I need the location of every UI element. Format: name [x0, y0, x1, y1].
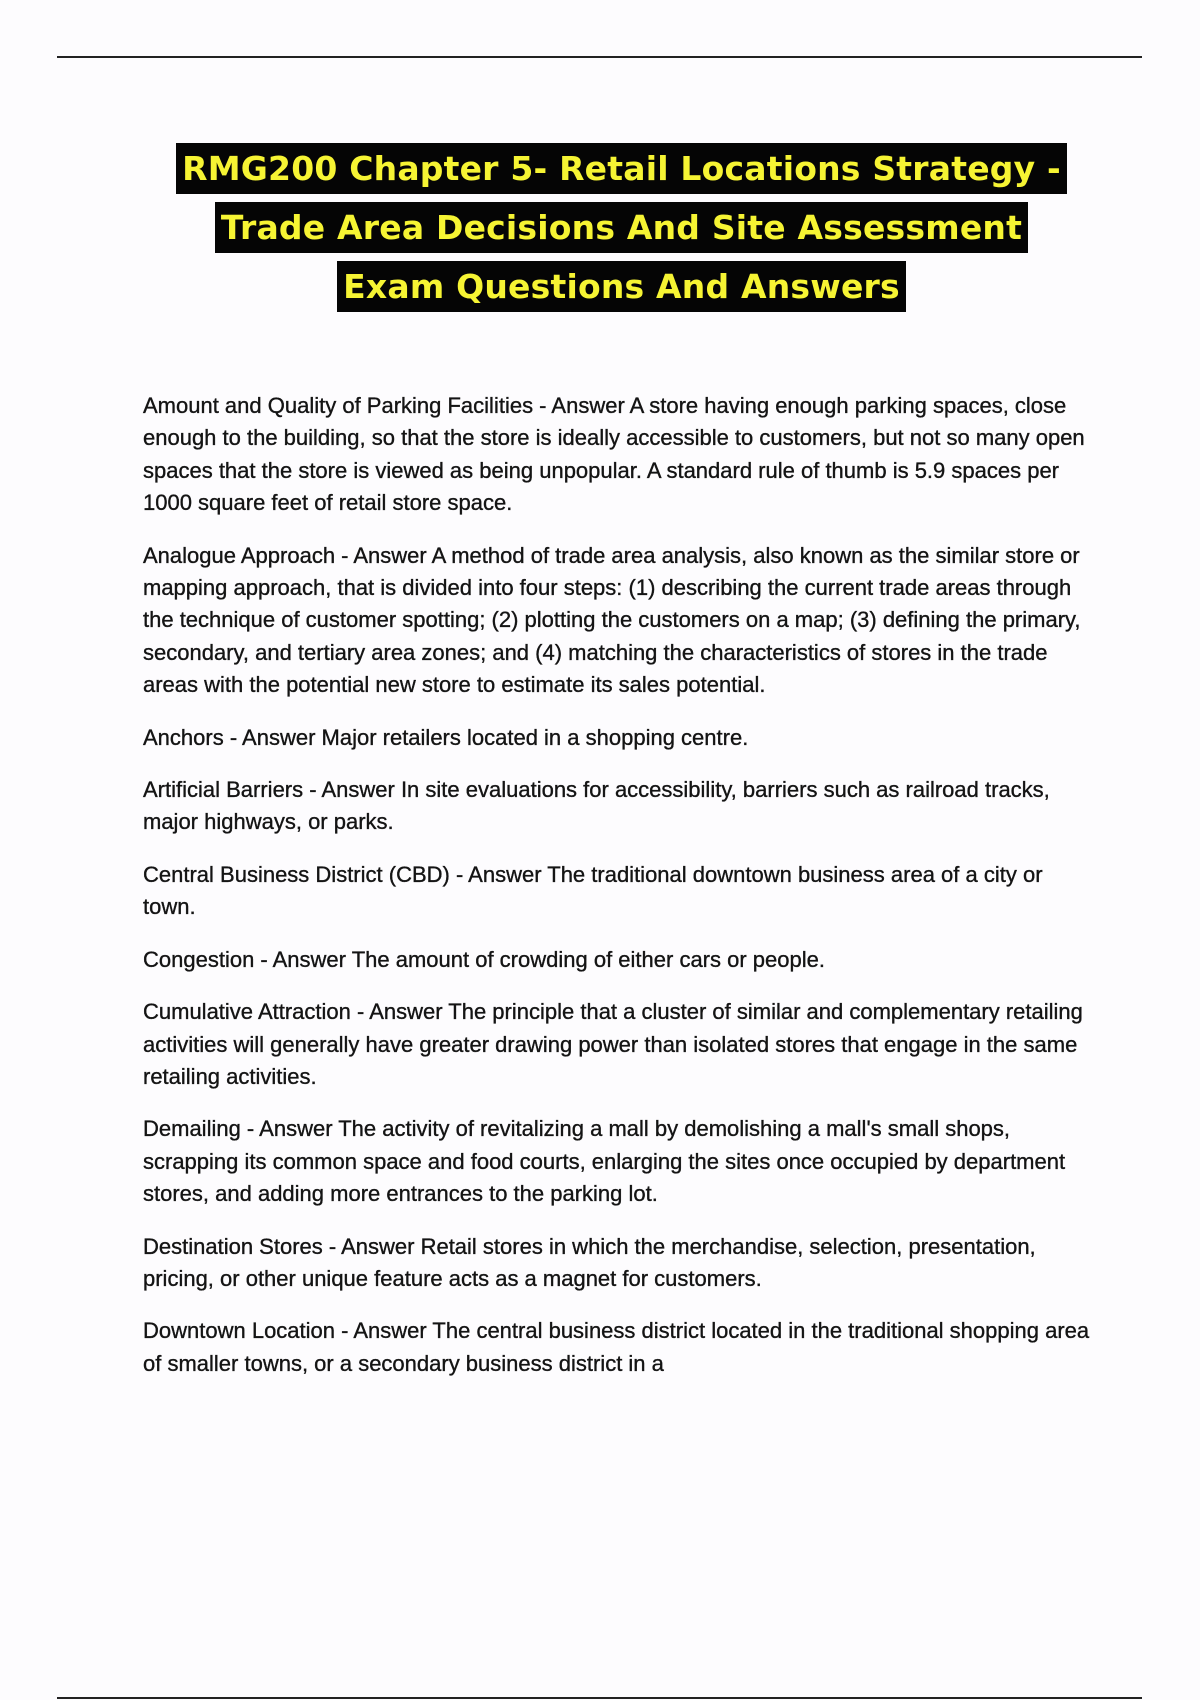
- title-line-2: Trade Area Decisions And Site Assessment: [215, 202, 1028, 253]
- qa-entry: Central Business District (CBD) - Answer The traditional downtown business area of a city or town.: [143, 861, 1043, 920]
- qa-entry: Cumulative Attraction - Answer The principle that a cluster of similar and complementary retailing activities will generally have greater drawing power than isolated stores that engage in the same retailing activities.: [143, 999, 1083, 1089]
- qa-list: [143, 390, 1093, 1400]
- qa-entry: Congestion - Answer The amount of crowding of either cars or people.: [143, 946, 825, 972]
- footer-rule: [57, 1697, 1142, 1699]
- document-title: [0, 143, 1200, 320]
- title-line-1: RMG200 Chapter 5- Retail Locations Strategy -: [176, 143, 1067, 194]
- title-line-3: Exam Questions And Answers: [337, 261, 906, 312]
- qa-entry: Demailing - Answer The activity of revitalizing a mall by demolishing a mall's small shops, scrapping its common space and food courts, enlarging the sites once occupied by department stores, and adding more entrances to the parking lot.: [143, 1116, 1066, 1207]
- qa-entry: Anchors - Answer Major retailers located in a shopping centre.: [143, 724, 749, 750]
- qa-entry: Amount and Quality of Parking Facilities - Answer A store having enough parking spaces, close enough to the building, so that the store is ideally accessible to customers, but not so many open spaces that the store is viewed as being unpopular. A standard rule of thumb is 5.9 spaces per 1000 square feet of retail store space.: [143, 393, 1085, 516]
- header-rule: [57, 56, 1142, 58]
- qa-entry: Downtown Location - Answer The central business district located in the traditional shopping area of smaller towns, or a secondary business district in a: [143, 1318, 1090, 1376]
- qa-entry: Analogue Approach - Answer A method of trade area analysis, also known as the similar store or mapping approach, that is divided into four steps: (1) describing the current trade areas through the technique of customer spotting; (2) plotting the customers on a map; (3) defining the primary, secondary, and tertiary area zones; and (4) matching the characteristics of stores in the trade areas with the potential new store to estimate its sales potential.: [143, 542, 1081, 698]
- qa-entry: Artificial Barriers - Answer In site evaluations for accessibility, barriers such as railroad tracks, major highways, or parks.: [143, 777, 1050, 835]
- qa-entry: Destination Stores - Answer Retail stores in which the merchandise, selection, presentation, pricing, or other unique feature acts as a magnet for customers.: [143, 1233, 1036, 1291]
